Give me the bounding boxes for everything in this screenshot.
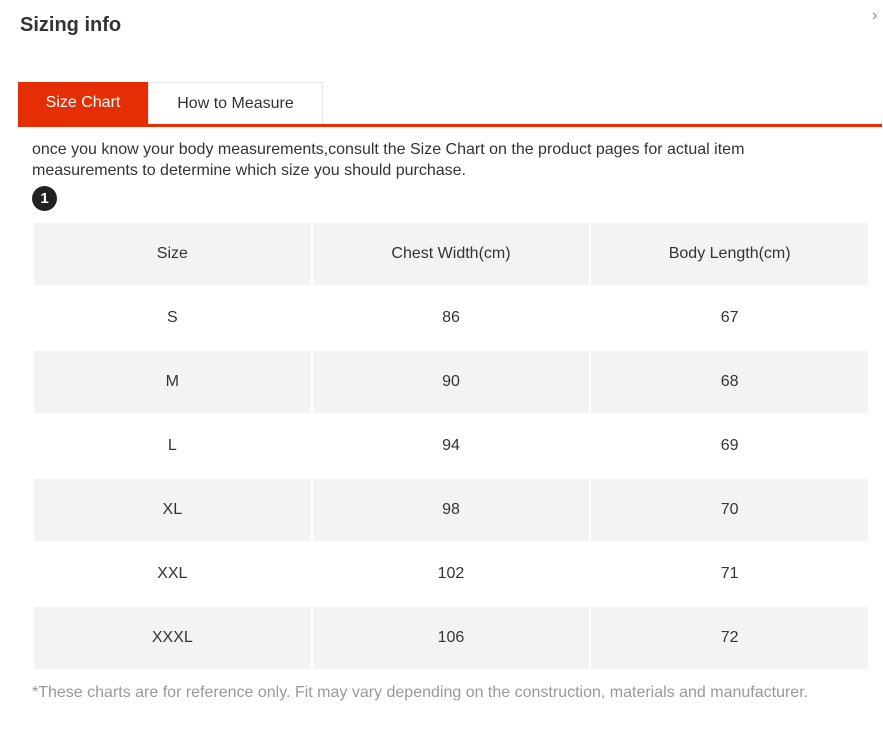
body-length-cell: 67 (591, 287, 868, 349)
table-row (34, 351, 868, 413)
chest-width-cell: 90 (313, 351, 590, 413)
close-icon[interactable]: › (872, 7, 878, 24)
chest-width-cell: 102 (313, 543, 590, 605)
table-header-row (34, 223, 868, 285)
body-length-cell: 70 (591, 479, 868, 541)
size-cell: S (34, 287, 311, 349)
column-header-size: Size (34, 223, 311, 285)
disclaimer-footnote: *These charts are for reference only. Fit may vary depending on the construction, materials and manufacturer. (32, 684, 809, 701)
size-cell: L (34, 415, 311, 477)
body-length-cell: 69 (591, 415, 868, 477)
table-row (34, 479, 868, 541)
tab-how-to-measure[interactable]: How to Measure (148, 82, 323, 124)
size-table (32, 221, 870, 671)
intro-text: once you know your body measurements,consult the Size Chart on the product pages for actual item measurements to determine which size you should purchase. (32, 141, 745, 179)
size-cell: XXXL (34, 607, 311, 669)
chest-width-cell: 106 (313, 607, 590, 669)
chest-width-cell: 86 (313, 287, 590, 349)
table-row (34, 543, 868, 605)
tab-size-chart[interactable]: Size Chart (18, 82, 148, 125)
chest-width-cell: 94 (313, 415, 590, 477)
size-cell: M (34, 351, 311, 413)
body-length-cell: 68 (591, 351, 868, 413)
column-header-chest-width: Chest Width(cm) (313, 223, 590, 285)
body-length-cell: 71 (591, 543, 868, 605)
dialog-title: Sizing info (20, 14, 122, 36)
table-row (34, 287, 868, 349)
tab-underline (18, 124, 882, 127)
chest-width-cell: 98 (313, 479, 590, 541)
size-cell: XXL (34, 543, 311, 605)
body-length-cell: 72 (591, 607, 868, 669)
table-row (34, 607, 868, 669)
table-row (34, 415, 868, 477)
size-cell: XL (34, 479, 311, 541)
step-number-badge: 1 (32, 186, 57, 211)
column-header-body-length: Body Length(cm) (591, 223, 868, 285)
